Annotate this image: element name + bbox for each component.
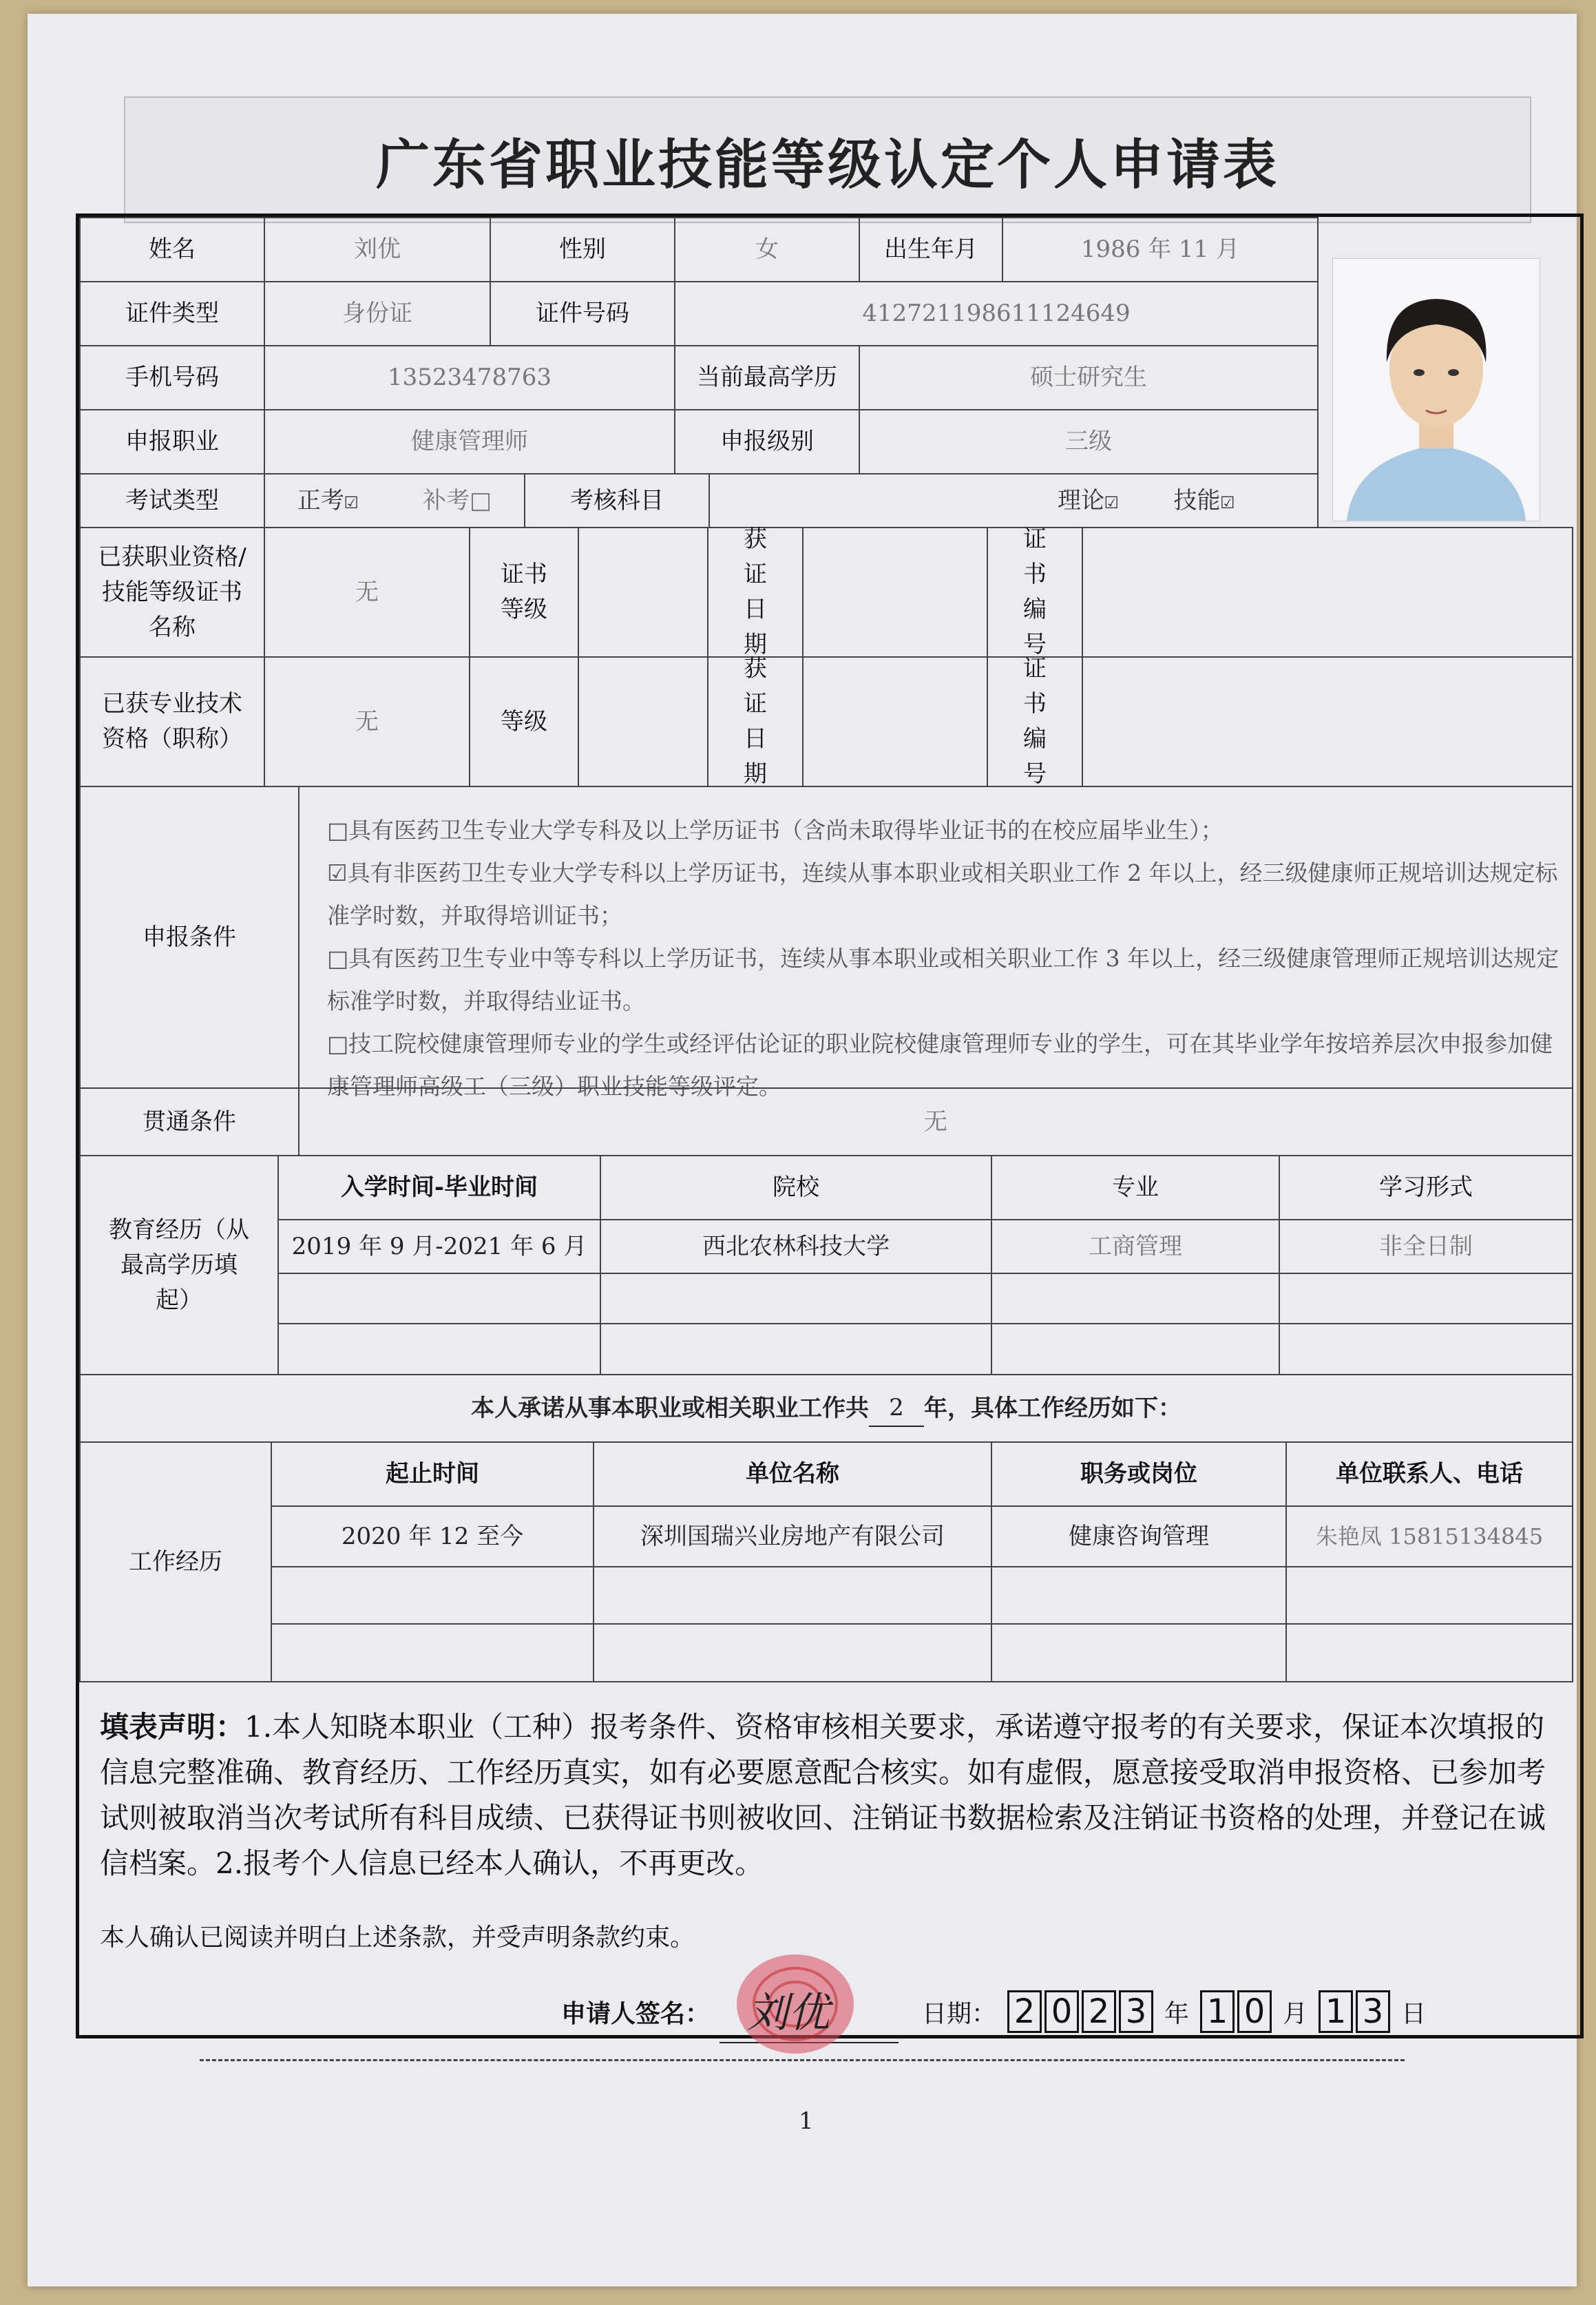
qualification-date-value	[802, 527, 988, 658]
day-unit: 日	[1401, 1999, 1427, 2028]
title-grade-value	[578, 656, 708, 787]
qualification-no-value	[1082, 527, 1573, 658]
paper-sheet	[28, 14, 1577, 2286]
work-commitment	[79, 1374, 1573, 1443]
id-type-label: 证件类型	[79, 281, 265, 346]
qualification-no-label: 证书编号	[987, 527, 1083, 658]
page-title: 广东省职业技能等级认定个人申请表	[375, 134, 1279, 196]
work-row-3	[1285, 1623, 1573, 1682]
qualification-cert-label: 已获职业资格/技能等级证书名称	[79, 527, 265, 658]
edu-row-1-major: 工商管理	[991, 1219, 1280, 1274]
gender-label: 性别	[490, 217, 675, 282]
qualification-grade-value	[578, 527, 708, 658]
work-row-1-company: 深圳国瑞兴业房地产有限公司	[593, 1505, 992, 1567]
date-label: 日期：	[922, 1999, 997, 2028]
title-date-label: 获证日期	[707, 656, 804, 787]
exam-regular-checkbox[interactable]: 正考☑	[297, 486, 359, 514]
work-row-1-contact: 朱艳凤 15815134845	[1285, 1505, 1573, 1567]
edu-row-2	[600, 1273, 992, 1324]
work-header-contact: 单位联系人、电话	[1285, 1441, 1573, 1507]
qualification-cert-value: 无	[264, 527, 470, 658]
signature-label: 申请人签名：	[561, 1999, 711, 2028]
edu-row-2	[991, 1273, 1280, 1324]
id-no-label: 证件号码	[490, 281, 675, 346]
exam-type-label: 考试类型	[79, 473, 265, 528]
edu-header-major: 专业	[991, 1155, 1280, 1220]
conditions-list	[313, 802, 1573, 1100]
conditions-label: 申报条件	[79, 786, 300, 1089]
id-type-value: 身份证	[264, 281, 491, 346]
edu-row-1-school: 西北农林科技大学	[600, 1219, 992, 1274]
title-no-value	[1082, 656, 1573, 787]
subject-theory-checkbox[interactable]: 理论☑	[1058, 486, 1119, 514]
title-date-value	[802, 656, 988, 787]
condition-item-4[interactable]: □技工院校健康管理师专业的学生或经评估论证的职业院校健康管理师专业的学生，可在其毕业学年按培养层次申报参加健康管理师高级工（三级）职业技能等级评定。	[327, 1030, 1553, 1100]
qualification-date-label: 获证日期	[707, 527, 804, 658]
edu-row-3	[277, 1323, 601, 1375]
occupation-value: 健康管理师	[264, 409, 675, 474]
year-digit: 0	[1044, 1990, 1079, 2033]
id-no-value: 412721198611124649	[674, 281, 1319, 346]
education-level-label: 当前最高学历	[674, 345, 860, 410]
education-level-value: 硕士研究生	[859, 345, 1319, 410]
title-box	[124, 96, 1531, 223]
application-form	[76, 213, 1584, 2038]
occupation-label: 申报职业	[79, 409, 265, 474]
edu-row-2	[1279, 1273, 1573, 1324]
condition-item-1[interactable]: □具有医药卫生专业大学专科及以上学历证书（含尚未取得毕业证书的在校应届毕业生）；	[327, 817, 1224, 844]
confirm-text: 本人确认已阅读并明白上述条款，并受声明条款约束。	[100, 1923, 695, 1952]
applicant-photo	[1332, 258, 1540, 521]
commit-years: 2	[869, 1390, 924, 1427]
exam-type-options	[264, 473, 525, 528]
title-cert-label: 已获专业技术资格（职称）	[79, 656, 265, 787]
work-row-3	[271, 1623, 594, 1682]
subject-skill-checkbox[interactable]: 技能☑	[1173, 486, 1235, 514]
subject-options	[708, 473, 1319, 528]
day-digit: 1	[1319, 1990, 1353, 2033]
edu-header-school: 院校	[600, 1155, 992, 1220]
through-label: 贯通条件	[79, 1087, 300, 1156]
month-unit: 月	[1283, 1999, 1308, 2028]
signature: 刘优	[747, 1989, 830, 2037]
edu-row-3	[600, 1323, 992, 1375]
work-row-1-position: 健康咨询管理	[991, 1505, 1287, 1567]
date-month[interactable]	[1199, 1990, 1273, 2033]
declaration-text: 1.本人知晓本职业（工种）报考条件、资格审核相关要求，承诺遵守报考的有关要求，保证本次填报的信息完整准确、教育经历、工作经历真实，如有必要愿意配合核实。如有虚假，愿意接受取消申报资格、已参加考试则被取消当次考试所有科目成绩、已获得证书则被收回、注销证书数据检索及注销证书资格的处理，并登记在诚信档案。2.报考个人信息已经本人确认，不再更改。	[100, 1710, 1546, 1880]
work-row-2	[271, 1566, 594, 1625]
exam-makeup-checkbox[interactable]: 补考□	[423, 486, 492, 514]
through-value: 无	[298, 1087, 1573, 1156]
edu-row-2	[277, 1273, 601, 1324]
commit-prefix: 本人承诺从事本职业或相关职业工作共	[471, 1394, 869, 1422]
work-row-2	[1285, 1566, 1573, 1625]
work-header-company: 单位名称	[593, 1441, 992, 1507]
condition-item-2[interactable]: ☑具有非医药卫生专业大学专科以上学历证书，连续从事本职业或相关职业工作 2 年以上，经三级健康师正规培训达规定标准学时数，并取得培训证书；	[327, 859, 1558, 929]
work-header-position: 职务或岗位	[991, 1441, 1287, 1507]
qualification-grade-label: 证书等级	[469, 527, 579, 658]
condition-item-3[interactable]: □具有医药卫生专业中等专科以上学历证书，连续从事本职业或相关职业工作 3 年以上，经三级健康管理师正规培训达规定标准学时数，并取得结业证书。	[327, 945, 1560, 1014]
month-digit: 0	[1237, 1990, 1272, 2033]
edu-row-3	[991, 1323, 1280, 1375]
day-digit: 3	[1356, 1990, 1390, 2033]
date-day[interactable]	[1317, 1990, 1392, 2033]
level-value: 三级	[859, 409, 1319, 474]
work-label: 工作经历	[79, 1441, 272, 1682]
title-cert-value: 无	[264, 656, 470, 787]
work-row-3	[991, 1623, 1287, 1682]
edu-row-3	[1279, 1323, 1573, 1375]
year-digit: 3	[1119, 1990, 1153, 2033]
month-digit: 1	[1200, 1990, 1235, 2033]
photo-portrait-icon	[1333, 259, 1540, 521]
subject-label: 考核科目	[524, 473, 710, 528]
edu-row-1-period: 2019 年 9 月-2021 年 6 月	[277, 1219, 601, 1274]
name-value: 刘优	[264, 217, 491, 282]
cut-line	[200, 2059, 1405, 2061]
birth-label: 出生年月	[859, 217, 1003, 282]
work-row-2	[593, 1566, 992, 1625]
work-header-period: 起止时间	[271, 1441, 594, 1507]
work-row-1-period: 2020 年 12 至今	[271, 1505, 594, 1567]
title-grade-label: 等级	[469, 656, 579, 787]
year-digit: 2	[1007, 1990, 1042, 2033]
declaration-heading: 填表声明：	[100, 1710, 245, 1744]
declaration	[100, 1704, 1560, 1886]
title-no-label: 证书编号	[987, 656, 1083, 787]
edu-row-1-mode: 非全日制	[1279, 1219, 1573, 1274]
commit-suffix: 年，具体工作经历如下：	[924, 1394, 1182, 1422]
phone-label: 手机号码	[79, 345, 265, 410]
date-year[interactable]	[1006, 1990, 1155, 2033]
phone-value: 13523478763	[264, 345, 675, 410]
edu-header-period: 入学时间-毕业时间	[277, 1155, 601, 1220]
year-digit: 2	[1082, 1990, 1116, 2033]
edu-header-mode: 学习形式	[1279, 1155, 1573, 1220]
work-row-3	[593, 1623, 992, 1682]
education-label: 教育经历（从最高学历填起）	[79, 1155, 279, 1375]
birth-value: 1986 年 11 月	[1002, 217, 1319, 282]
year-unit: 年	[1164, 1999, 1190, 2028]
work-row-2	[991, 1566, 1287, 1625]
signature-row	[561, 1980, 1426, 2043]
page-number: 1	[799, 2107, 814, 2135]
level-label: 申报级别	[674, 409, 860, 474]
name-label: 姓名	[79, 217, 265, 282]
signature-field[interactable]	[720, 1980, 899, 2043]
gender-value: 女	[674, 217, 860, 282]
